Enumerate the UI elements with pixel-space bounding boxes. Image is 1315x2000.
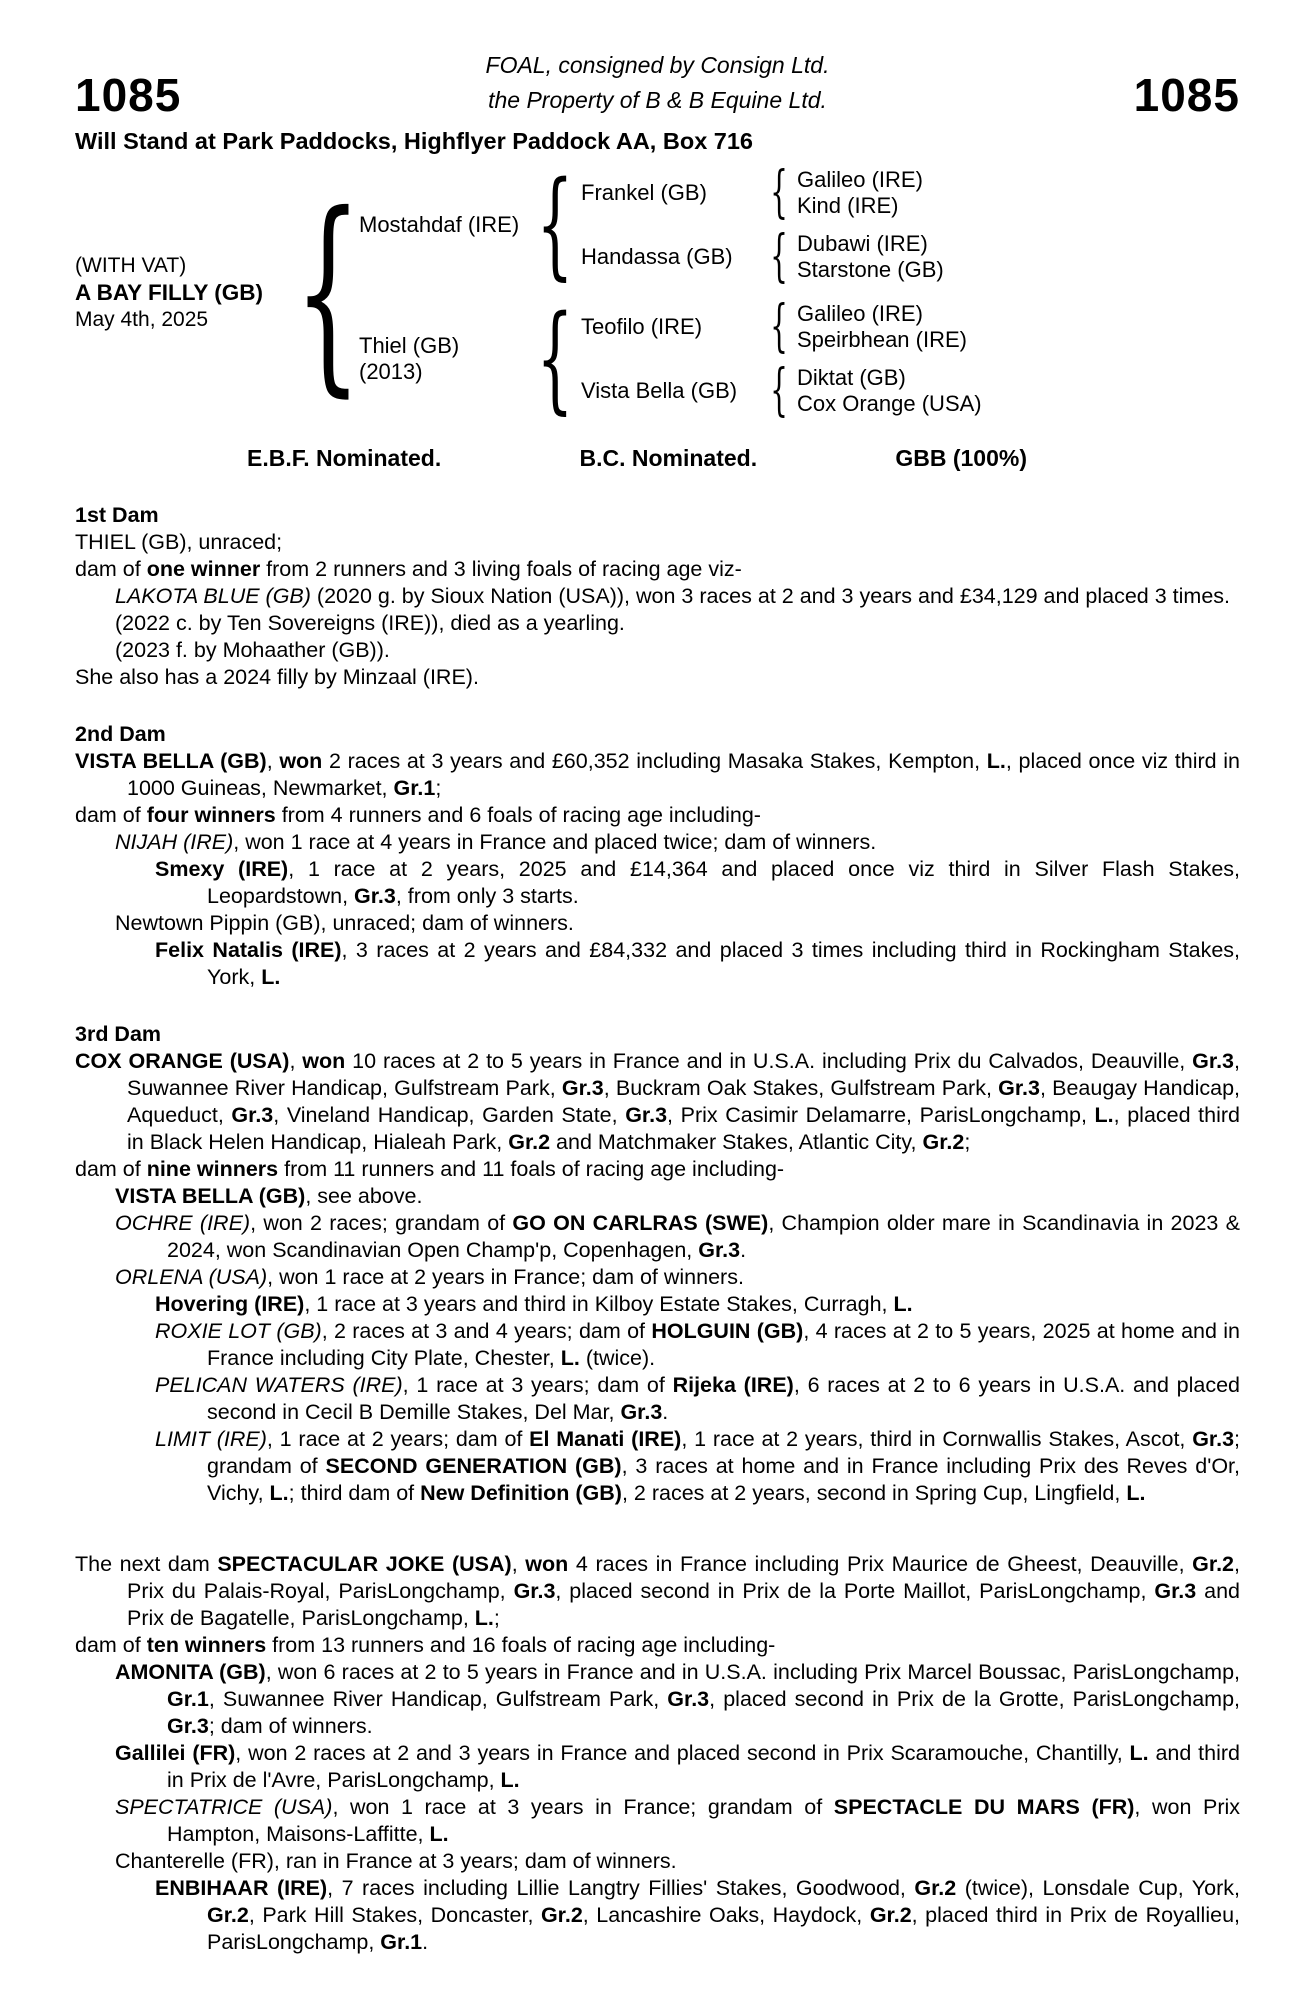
text-run: ; grandam of <box>207 1427 1241 1478</box>
dam-branch <box>359 291 982 426</box>
sire-name: Mostahdaf (IRE) <box>359 212 520 237</box>
text-run: Gr.3 <box>998 1076 1040 1100</box>
text-run: , 1 race at 2 years; dam of <box>266 1427 530 1451</box>
text-run: Gr.1 <box>167 1687 209 1711</box>
foal-name: A BAY FILLY (GB) <box>75 279 263 305</box>
text-run: , Vineland Handicap, Garden State, <box>273 1103 626 1127</box>
dam-name: Thiel (GB) <box>359 333 460 358</box>
text-run: LAKOTA BLUE (GB) <box>115 584 311 608</box>
dam-section <box>75 721 1240 991</box>
dam-dam-sire-name: Diktat (GB) <box>797 365 906 390</box>
text-run: Chanterelle (FR), ran in France at 3 years; dam of winners. <box>115 1849 677 1873</box>
catalogue-paragraph <box>75 1372 1240 1426</box>
pedigree-brace: { <box>294 168 362 415</box>
text-run: Gr.3 <box>1192 1427 1235 1451</box>
text-run: HOLGUIN (GB) <box>651 1319 804 1343</box>
text-run: ; <box>435 776 442 800</box>
text-run: Smexy (IRE) <box>155 857 289 881</box>
pedigree-table <box>75 157 1240 426</box>
catalogue-paragraph <box>75 748 1240 802</box>
text-run: L. <box>986 749 1006 773</box>
text-run: Gr.2 <box>869 1903 912 1927</box>
text-run: GO ON CARLRAS (SWE) <box>512 1211 769 1235</box>
text-run: , Champion older mare in Scandinavia in 2023 & 2024, won Scandinavian Open Champ'p, Copenhagen, <box>167 1211 1240 1262</box>
text-run: L. <box>429 1822 449 1846</box>
sire-granddam-branch <box>581 224 944 289</box>
text-run: , 7 races including Lillie Langtry Fillies' Stakes, Goodwood, <box>327 1876 915 1900</box>
dam-dam-name: Vista Bella (GB) <box>581 378 738 403</box>
text-run: ; <box>493 1606 500 1630</box>
text-run: , placed second in Prix de la Grotte, ParisLongchamp, <box>709 1687 1240 1711</box>
text-run: ; <box>964 1130 971 1154</box>
text-run: L. <box>1094 1103 1114 1127</box>
page-header <box>75 48 1240 121</box>
text-run: Rijeka (IRE) <box>672 1373 794 1397</box>
text-run: AMONITA (GB) <box>115 1660 266 1684</box>
text-run: , won 6 races at 2 to 5 years in France and in U.S.A. including Prix Marcel Boussac, ParisLongchamp, <box>265 1660 1241 1684</box>
text-run: OCHRE (IRE) <box>115 1211 251 1235</box>
text-run: L. <box>500 1768 520 1792</box>
text-run: ROXIE LOT (GB) <box>155 1319 322 1343</box>
catalogue-paragraph <box>75 1740 1240 1794</box>
text-run: . <box>422 1930 429 1954</box>
text-run: ORLENA (USA) <box>115 1265 268 1289</box>
text-run: from 13 runners and 16 foals of racing age including- <box>266 1633 776 1657</box>
text-run: , 1 race at 2 years, 2025 and £14,364 and placed once viz third in Silver Flash Stakes, Leopardstown, <box>207 857 1240 908</box>
sire-dam-dam-name: Starstone (GB) <box>797 257 944 282</box>
text-run: Felix Natalis (IRE) <box>155 938 342 962</box>
pedigree-brace: { <box>770 224 788 289</box>
catalogue-paragraph <box>75 1875 1240 1956</box>
catalogue-paragraph <box>75 856 1240 910</box>
text-run: L. <box>474 1606 494 1630</box>
catalogue-paragraph <box>75 1632 1240 1659</box>
text-run: NIJAH (IRE) <box>115 830 234 854</box>
vat-note: (WITH VAT) <box>75 253 187 277</box>
text-run: won <box>279 749 323 773</box>
text-run: Gr.3 <box>354 884 396 908</box>
text-run: ten winners <box>146 1633 267 1657</box>
sire-dam-name: Handassa (GB) <box>581 244 733 269</box>
text-run: and Prix de Bagatelle, ParisLongchamp, <box>127 1579 1240 1630</box>
text-run: Gr.3 <box>625 1103 668 1127</box>
dam-dam-dam-name: Cox Orange (USA) <box>797 391 982 416</box>
text-run: , placed once viz third in 1000 Guineas, Newmarket, <box>127 749 1240 800</box>
text-run: LIMIT (IRE) <box>155 1427 267 1451</box>
catalogue-paragraph <box>75 1426 1240 1507</box>
text-run: PELICAN WATERS (IRE) <box>155 1373 403 1397</box>
text-run: , Park Hill Stakes, Doncaster, <box>248 1903 541 1927</box>
text-run: L. <box>269 1481 289 1505</box>
text-run: , Beaugay Handicap, Aqueduct, <box>127 1076 1240 1127</box>
lot-number-left: 1085 <box>75 69 182 121</box>
text-run: , Suwannee River Handicap, Gulfstream Park, <box>127 1049 1240 1100</box>
text-run: , won 2 races at 2 and 3 years in France and placed second in Prix Scaramouche, Chantilly, <box>235 1741 1130 1765</box>
catalogue-paragraph <box>75 610 1240 637</box>
catalogue-paragraph <box>75 664 1240 691</box>
catalogue-paragraph <box>75 1291 1240 1318</box>
text-run: She also has a 2024 filly by Minzaal (IRE). <box>75 665 479 689</box>
dam-heading: 1st Dam <box>75 503 159 527</box>
text-run: dam of <box>75 803 147 827</box>
text-run: dam of <box>75 557 147 581</box>
gbb-status: GBB (100%) <box>895 445 1027 471</box>
text-run: SECOND GENERATION (GB) <box>325 1454 622 1478</box>
sire-sire-dam-name: Kind (IRE) <box>797 193 899 218</box>
text-run: COX ORANGE (USA) <box>75 1049 290 1073</box>
consignment-line-2: the Property of B & B Equine Ltd. <box>488 87 827 113</box>
text-run: Gallilei (FR) <box>115 1741 236 1765</box>
text-run: , placed third in Black Helen Handicap, Hialeah Park, <box>127 1103 1240 1154</box>
catalogue-paragraph <box>75 937 1240 991</box>
sire-sire-sire-name: Galileo (IRE) <box>797 167 923 192</box>
dam-heading: 2nd Dam <box>75 722 166 746</box>
catalogue-paragraph <box>75 1551 1240 1632</box>
text-run: nine winners <box>146 1157 279 1181</box>
dam-heading: 3rd Dam <box>75 1022 162 1046</box>
pedigree-brace: { <box>536 291 574 426</box>
text-run: , 6 races at 2 to 6 years in U.S.A. and placed second in Cecil B Demille Stakes, Del Mar, <box>207 1373 1241 1424</box>
text-run: (2023 f. by Mohaather (GB)). <box>115 638 390 662</box>
text-run: , see above. <box>305 1184 423 1208</box>
pedigree-brace: { <box>536 157 574 292</box>
text-run: SPECTATRICE (USA) <box>115 1795 333 1819</box>
consignment-block <box>486 48 830 118</box>
dam-section <box>75 1021 1240 1507</box>
text-run: , 1 race at 3 years; dam of <box>402 1373 673 1397</box>
text-run: won <box>302 1049 346 1073</box>
catalogue-paragraph <box>75 1264 1240 1291</box>
text-run: four winners <box>146 803 276 827</box>
foal-date: May 4th, 2025 <box>75 307 209 331</box>
catalogue-paragraph <box>75 1183 1240 1210</box>
text-run: won <box>525 1552 569 1576</box>
text-run: Gr.2 <box>922 1130 965 1154</box>
text-run: , Lancashire Oaks, Haydock, <box>582 1903 870 1927</box>
text-run: Gr.3 <box>513 1579 556 1603</box>
catalogue-paragraph <box>75 1156 1240 1183</box>
text-run: Gr.2 <box>1192 1552 1235 1576</box>
text-run: . <box>740 1238 747 1262</box>
text-run: , Suwannee River Handicap, Gulfstream Park, <box>208 1687 668 1711</box>
text-run: Gr.3 <box>1154 1579 1197 1603</box>
catalogue-paragraph <box>75 1659 1240 1740</box>
catalogue-paragraph <box>75 637 1240 664</box>
text-run: VISTA BELLA (GB) <box>75 749 267 773</box>
text-run: El Manati (IRE) <box>529 1427 682 1451</box>
text-run: Gr.2 <box>207 1903 249 1927</box>
text-run: , Buckram Oak Stakes, Gulfstream Park, <box>603 1076 999 1100</box>
catalogue-paragraph <box>75 829 1240 856</box>
catalogue-paragraph <box>75 802 1240 829</box>
text-run: L. <box>261 965 281 989</box>
text-run: , 3 races at home and in France including Prix des Reves d'Or, Vichy, <box>207 1454 1240 1505</box>
dam-year: (2013) <box>359 359 423 384</box>
catalogue-body <box>75 502 1240 1956</box>
dam-section <box>75 502 1240 691</box>
dam-sire-sire-name: Galileo (IRE) <box>797 301 923 326</box>
text-run: , Prix Casimir Delamarre, ParisLongchamp, <box>667 1103 1095 1127</box>
catalogue-paragraph <box>75 1848 1240 1875</box>
pedigree-brace: { <box>770 358 788 423</box>
text-run: , won 2 races; grandam of <box>250 1211 513 1235</box>
text-run: , placed second in Prix de la Porte Maillot, ParisLongchamp, <box>555 1579 1155 1603</box>
text-run: , 3 races at 2 years and £84,332 and placed 3 times including third in Rockingham Stakes, York, <box>207 938 1241 989</box>
sire-branch <box>359 157 982 292</box>
text-run: SPECTACLE DU MARS (FR) <box>833 1795 1135 1819</box>
text-run: L. <box>1126 1481 1146 1505</box>
catalogue-paragraph <box>75 1794 1240 1848</box>
text-run: , won 1 race at 4 years in France and placed twice; dam of winners. <box>233 830 877 854</box>
text-run: , 4 races at 2 to 5 years, 2025 at home and in France including City Plate, Chester, <box>207 1319 1240 1370</box>
bc-nomination: B.C. Nominated. <box>579 445 758 471</box>
text-run: Gr.3 <box>698 1238 741 1262</box>
dam-sire-name: Teofilo (IRE) <box>581 314 703 339</box>
text-run: ENBIHAAR (IRE) <box>155 1876 328 1900</box>
text-run: 4 races in France including Prix Maurice de Gheest, Deauville, <box>568 1552 1193 1576</box>
text-run: 2 races at 3 years and £60,352 including Masaka Stakes, Kempton, <box>322 749 987 773</box>
text-run: , won 1 race at 3 years in France; grandam of <box>332 1795 834 1819</box>
text-run: Gr.3 <box>231 1103 274 1127</box>
text-run: (2022 c. by Ten Sovereigns (IRE)), died as a yearling. <box>115 611 625 635</box>
text-run: Gr.2 <box>508 1130 551 1154</box>
text-run: L. <box>560 1346 580 1370</box>
dam-section <box>75 1551 1240 1956</box>
text-run: , <box>289 1049 303 1073</box>
pedigree-brace: { <box>770 160 788 225</box>
catalogue-paragraph <box>75 910 1240 937</box>
text-run: , 2 races at 3 and 4 years; dam of <box>321 1319 652 1343</box>
text-run: dam of <box>75 1633 147 1657</box>
dam-granddam-branch <box>581 358 982 423</box>
text-run: and Matchmaker Stakes, Atlantic City, <box>550 1130 923 1154</box>
text-run: THIEL (GB), unraced; <box>75 530 283 554</box>
text-run: New Definition (GB) <box>420 1481 622 1505</box>
sire-grandsire-branch <box>581 160 944 225</box>
catalogue-paragraph <box>75 529 1240 556</box>
text-run: Gr.2 <box>914 1876 957 1900</box>
text-run: , won 1 race at 2 years in France; dam of winners. <box>267 1265 744 1289</box>
consignment-line-1: FOAL, consigned by Consign Ltd. <box>485 52 830 78</box>
foal-details <box>75 252 301 333</box>
text-run: (twice), Lonsdale Cup, York, <box>956 1876 1240 1900</box>
text-run: , <box>511 1552 526 1576</box>
text-run: from 2 runners and 3 living foals of racing age viz- <box>260 557 742 581</box>
text-run: L. <box>893 1292 913 1316</box>
text-run: , Prix du Palais-Royal, ParisLongchamp, <box>127 1552 1240 1603</box>
text-run: from 4 runners and 6 foals of racing age including- <box>275 803 761 827</box>
text-run: (twice). <box>579 1346 656 1370</box>
dam-sire-dam-name: Speirbhean (IRE) <box>797 327 967 352</box>
lot-number-right: 1085 <box>1133 69 1240 121</box>
catalogue-paragraph <box>75 1048 1240 1156</box>
ebf-nomination: E.B.F. Nominated. <box>247 445 442 471</box>
text-run: The next dam <box>75 1552 218 1576</box>
text-run: . <box>662 1400 669 1424</box>
text-run: one winner <box>146 557 261 581</box>
text-run: , placed third in Prix de Royallieu, ParisLongchamp, <box>207 1903 1241 1954</box>
text-run: Gr.1 <box>393 776 436 800</box>
text-run: Hovering (IRE) <box>155 1292 305 1316</box>
text-run: Gr.3 <box>1192 1049 1235 1073</box>
text-run: from 11 runners and 11 foals of racing age including- <box>278 1157 785 1181</box>
text-run: Gr.3 <box>561 1076 604 1100</box>
text-run: , won Prix Hampton, Maisons-Laffitte, <box>167 1795 1240 1846</box>
catalogue-paragraph <box>75 1210 1240 1264</box>
text-run: 10 races at 2 to 5 years in France and in U.S.A. including Prix du Calvados, Deauville, <box>345 1049 1193 1073</box>
text-run: ; third dam of <box>288 1481 421 1505</box>
nominations-row <box>247 445 1027 472</box>
stand-location: Will Stand at Park Paddocks, Highflyer Paddock AA, Box 716 <box>75 128 754 154</box>
text-run: , 2 races at 2 years, second in Spring Cup, Lingfield, <box>621 1481 1127 1505</box>
text-run: SPECTACULAR JOKE (USA) <box>217 1552 512 1576</box>
text-run: ; dam of winners. <box>208 1714 373 1738</box>
text-run: Newtown Pippin (GB), unraced; dam of winners. <box>115 911 574 935</box>
catalogue-paragraph <box>75 1318 1240 1372</box>
text-run: (2020 g. by Sioux Nation (USA)), won 3 races at 2 and 3 years and £34,129 and placed 3 times. <box>310 584 1230 608</box>
text-run: dam of <box>75 1157 147 1181</box>
text-run: Gr.2 <box>540 1903 583 1927</box>
sire-dam-sire-name: Dubawi (IRE) <box>797 231 928 256</box>
pedigree-brace: { <box>770 294 788 359</box>
catalogue-paragraph <box>75 583 1240 610</box>
text-run: and third in Prix de l'Avre, ParisLongchamp, <box>167 1741 1240 1792</box>
text-run: , from only 3 starts. <box>395 884 579 908</box>
text-run: , 1 race at 2 years, third in Cornwallis Stakes, Ascot, <box>681 1427 1193 1451</box>
text-run: Gr.1 <box>380 1930 423 1954</box>
text-run: , 1 race at 3 years and third in Kilboy Estate Stakes, Curragh, <box>304 1292 894 1316</box>
text-run: Gr.3 <box>667 1687 710 1711</box>
text-run: VISTA BELLA (GB) <box>115 1184 306 1208</box>
sire-sire-name: Frankel (GB) <box>581 180 707 205</box>
text-run: Gr.3 <box>620 1400 663 1424</box>
text-run: L. <box>1129 1741 1149 1765</box>
dam-grandsire-branch <box>581 294 982 359</box>
text-run: , <box>266 749 280 773</box>
text-run: Gr.3 <box>167 1714 209 1738</box>
catalogue-paragraph <box>75 556 1240 583</box>
